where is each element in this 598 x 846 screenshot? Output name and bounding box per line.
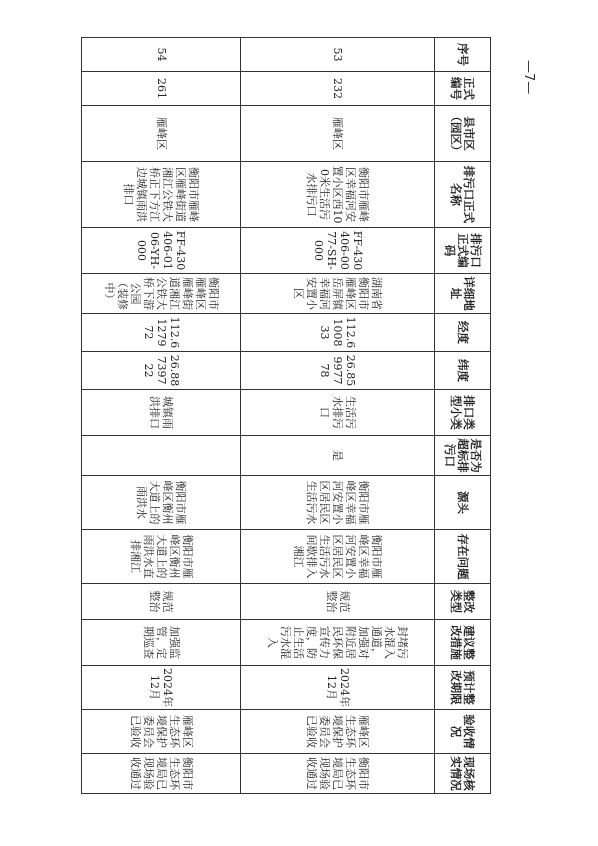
header-cell: 建议整改措施 [435,620,491,666]
cell-lon: 112.6127972 [82,314,241,352]
header-cell: 现场核实情况 [435,754,491,794]
cell-source: 衡阳市雁峰区幸福河安置小区居民区生活污水 [241,476,435,530]
cell-seq: 54 [82,38,241,72]
header-cell: 预计整改期限 [435,666,491,710]
cell-name: 衡阳市雁峰区雁峰街道湘江公铁大桥正下方江边城镇雨洪排口 [82,162,241,228]
header-cell: 县市区（园区） [435,106,491,162]
cell-deadline: 2024年12月 [241,666,435,710]
header-cell: 排口类型小类 [435,390,491,436]
header-cell: 正式编号 [435,72,491,106]
header-cell: 存在问题 [435,530,491,584]
cell-lat: 26.85997778 [241,352,435,390]
header-cell: 排污口正式名称 [435,162,491,228]
header-row [435,38,491,794]
header-cell: 排污口正式编码 [435,228,491,274]
page-number: —7— [521,60,536,95]
table-row [82,38,241,794]
cell-outlet-type: 城镇雨洪排口 [82,390,241,436]
header-cell: 源头 [435,476,491,530]
cell-acceptance: 雁峰区生态环境保护委员会已验收 [82,710,241,754]
cell-verify: 衡阳市生态环境局已现场验收通过 [241,754,435,794]
cell-acceptance: 雁峰区生态环境保护委员会已验收 [241,710,435,754]
cell-outlet-type: 生活污水排污口 [241,390,435,436]
cell-over-std: 是 [241,436,435,476]
rotated-table-block [81,37,491,793]
cell-deadline: 2024年12月 [82,666,241,710]
header-cell: 整改类型 [435,584,491,620]
header-cell: 详细地址 [435,274,491,314]
cell-seq: 53 [241,38,435,72]
cell-problem: 衡阳市雁峰区衡州大道上的雨洪水直排湘江 [82,530,241,584]
header-cell: 序号 [435,38,491,72]
cell-code: 261 [82,72,241,106]
header-cell: 经度 [435,314,491,352]
cell-lon: 112.6100833 [241,314,435,352]
cell-address: 湖南省衡阳市雁峰区岳屏镇幸福河安置小区 [241,274,435,314]
cell-over-std [82,436,241,476]
header-cell: 验收情况 [435,710,491,754]
cell-code: 232 [241,72,435,106]
cell-measures: 加强监管，定期巡查 [82,620,241,666]
cell-county: 雁峰区 [82,106,241,162]
cell-outlet-code: FF-430406-0077-SH-000 [241,228,435,274]
header-cell: 是否为超标排污口 [435,436,491,476]
cell-problem: 衡阳市雁峰区幸福河安置小区居民区生活污水间歇排入湘江 [241,530,435,584]
table-row [241,38,435,794]
cell-lat: 26.88739722 [82,352,241,390]
cell-rect-type: 规范整治 [82,584,241,620]
cell-measures: 封堵污水混入通道，加强对附近居民环保宣传力度，防止生活污水混入 [241,620,435,666]
cell-verify: 衡阳市生态环境局已现场验收通过 [82,754,241,794]
cell-name: 衡阳市雁峰区幸福河安置小区西100米生活污水排污口 [241,162,435,228]
cell-county: 雁峰区 [241,106,435,162]
cell-address: 衡阳市雁峰区雁峰街道湘江公铁大桥下游公园（装修中） [82,274,241,314]
cell-outlet-code: FF-430406-0106-YH-000 [82,228,241,274]
outlet-table [81,37,491,794]
header-cell: 纬度 [435,352,491,390]
cell-source: 衡阳市雁峰区衡州大道上的雨洪水 [82,476,241,530]
cell-rect-type: 规范整治 [241,584,435,620]
